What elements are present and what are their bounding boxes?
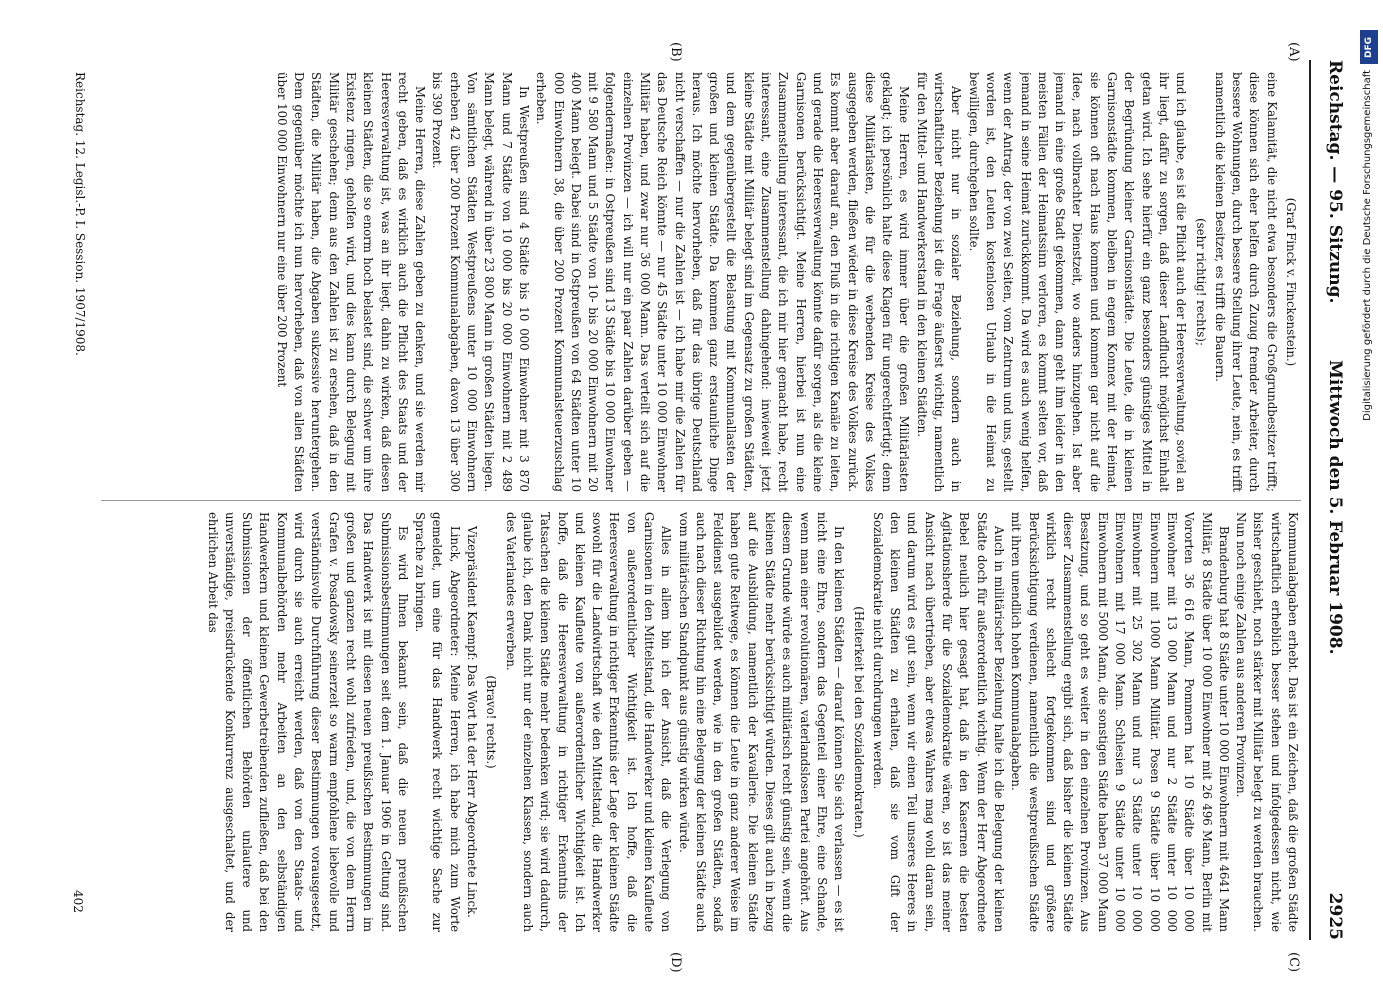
right-column: [101, 512, 1301, 932]
credit-text: Digitalisierung gefördert durch die Deutsche Forschungsgemeinschaft: [1362, 70, 1373, 421]
interjection: (Bravo! rechts.): [484, 675, 499, 769]
margin-mark-b: (B): [668, 42, 683, 62]
paragraph: und ich glaube, es ist die Pflicht auch der Heeresverwaltung, soviel an ihr liegt, dafür zu sorgen, daß dieser Landflucht möglichst Einhalt getan wird. Ich sehe hierfür ein ganz besonders günstiges Mittel in der Begründung kleiner Garnisonstädte. Die Leute, die in kleinen Garnisonstädte kommen, bleiben in engem Konnex mit der Heimat, sie können oft nach Haus kommen und kommen gar nicht auf die Idee, nach vollbrachter Dienstzeit, wo anders hinzugehen. Ist aber jemand in eine große Stadt gekommen, dann geht ihm leider in den meisten Fällen der Heimatssinn verloren, es kommt selten vor, daß jemand in seine Heimat zurückkommt. Da wird es auch wenig helfen, wenn der Antrag, der von zwei Seiten, vom Zentrum und uns, gestellt worden ist, den Leuten kostenlosen Urlaub in die Heimat zu bewilligen, durchgehen sollte.: [966, 72, 1189, 492]
paragraph: Es wird Ihnen bekannt sein, daß die neuen preußischen Submissionsbestimmungen seit dem 1. Januar 1906 in Geltung sind. Das Handwerk ist mit diesen neuen preußischen Bestimmungen im großen und ganzen recht wohl zufrieden, und, die von dem Herrn Grafen v. Posadowsky seinerzeit so warm empfohlene liebevolle und verständnisvolle Durchführung dieser Bestimmungen vorausgesetzt, wird durch sie auch erreicht werden, daß von den Staats- und Kommunalbehörden mehr Arbeiten an den selbständigen Handwerkern und kleinen Gewerbetreibenden zufließen, daß bei den Submissionen der öffentlichen Behörden unlautere und unverständige, preisdrückende Konkurrenz ausgeschaltet, und der ehrlichen Arbeit das: [205, 512, 410, 932]
paragraph: Meine Herren, es wird immer über die großen Militärlasten geklagt; ich persönlich halte diese Klagen für ungerechtfertigt; denn diese Militärlasten, die für die werbenden Kreise des Volkes ausgegeben werden, fließen wieder in diese Kreise des Volkes zurück. Es kommt aber darauf an, den Fluß in die richtigen Kanäle zu leiten, und gerade die Heeresverwaltung könnte dafür sorgen, als die kleine Garnisonen berücksichtigt. Meine Herren, hierbei ist nun eine Zusammenstellung interessant, die ich mir hier gemacht habe, recht interessant, eine Zusammenstellung dahingehend: inwieweit jetzt kleine Städte mit Militär belegt sind im Gegensatz zu großen Städten, und dem gegenübergestellt die Belastung mit Kommunallasten der großen und kleinen Städte. Da kommen ganz erstaunliche Dinge heraus. Ich möchte hervorheben, daß für das übrige Deutschland nicht verschaffen — nur die Zahlen ist — ich habe mir die Zahlen für das Deutsche Reich könnte — nur 45 Städte unter 10 000 Einwohner Militär haben, und zwar nur 36 000 Mann. Das verteilt sich auf die einzelnen Provinzen — ich will nur ein paar Zahlen darüber geben — folgendermaßen: in Ostpreußen sind 13 Städte bis 10 000 Einwohner mit 9 580 Mann und 5 Städte von 10- bis 20 000 Einwohnern mit 20 400 Mann belegt. Dabei sind in Ostpreußen von 64 Städten unter 10 000 Einwohnern 38, die über 200 Prozent Kommunalsteuerzuschlag erheben.: [534, 72, 912, 492]
paragraph: Alles in allem bin ich der Ansicht, daß die Verlegung von Garnisonen in den Mittelstand, die Handwerker und kleinen Kaufleute von außerordentlicher Wichtigkeit ist. Ich hoffe, daß die Heeresverwaltung in richtiger Erkenntnis der Lage der kleinen Städte sowohl für die Landwirtschaft wie den Mittelstand, die Handwerker und kleinen Kaufleute von außerordentlicher Wichtigkeit ist. Ich hoffe, daß die Heeresverwaltung in richtiger Erkenntnis der Tatsachen die kleinen Städte mehr bedenken wird; sie wird dadurch, glaube ich, den Dank nicht nur der einzelnen Klassen, sondern auch des Vaterlandes erwerben.: [503, 512, 674, 932]
margin-mark-d: (D): [668, 952, 683, 973]
header-left: Reichstag. — 95. Sitzung.: [1325, 60, 1345, 304]
dfg-logo-icon: DFG: [1360, 30, 1378, 64]
column-divider: [101, 500, 1301, 501]
interjection: (sehr richtig! rechts);: [1193, 218, 1208, 346]
digitization-credit: [1358, 30, 1380, 930]
header-date: Mittwoch den 5. Februar 1908.: [1325, 360, 1345, 655]
header-rule: [1309, 60, 1311, 940]
sheet-number: 402: [71, 890, 85, 913]
paragraph: Auch in militärischer Beziehung halte ich die Belegung der kleinen Städte doch für außerordentlich wichtig. Wenn der Herr Abgeordnete Bebel neulich hier gesagt hat, daß in den Kasernen die besten Agitationsherde für die Sozialdemokratie wären, so ist das meiner Ansicht nach übertrieben, aber etwas Wahres mag wohl daran sein, und darum wird es gut sein, wenn wir einen Teil unseres Heeres in den kleinen Städten zu erhalten, daß sie vom Gift der Sozialdemokratie nicht durchdrungen werden.: [870, 512, 1006, 932]
interjection: (Heiterkeit bei den Sozialdemokraten.): [851, 606, 866, 838]
left-column: [101, 72, 1301, 492]
paragraph: In den kleinen Städten — darauf können Sie sich verlassen — es ist nicht eine Ehre, sondern das Gegenteil einer Ehre, eine Schande, wenn man einer revolutionären, vaterlandslosen Partei angehört. Aus diesem Grunde würde es auch militärisch recht günstig sein, wenn die kleinen Städte mehr berücksichtigt würden. Dieses gilt auch in bezug auf die Ausbildung, namentlich der Kavallerie. Die kleinen Städte haben gute Reitwege, es können die Leute in ganz anderer Weise im Felddienst ausgebildet werden, wie in den großen Städten, sodaß auch nach dieser Richtung hin eine Belegung der kleinen Städte auch vom militärischen Standpunkt aus günstig wirken würde.: [676, 512, 847, 932]
page-number: 2925: [1325, 892, 1345, 940]
paragraph: Linck, Abgeordneter: Meine Herren, ich habe mich zum Worte gemeldet, um eine für das Handwerk recht wichtige Sache zur Sprache zu bringen.: [413, 512, 462, 932]
speaker-intro: Vizepräsident Kaempf: Das Wort hat der Herr Abgeordnete Linck.: [465, 526, 480, 918]
margin-mark-a: (A): [1286, 42, 1301, 62]
paragraph: Aber nicht nur in sozialer Beziehung, sondern auch in wirtschaftlicher Beziehung ist die Frage äußerst wichtig, namentlich für den Mittel- und Handwerkerstand in den kleinen Städten.: [914, 72, 964, 492]
paragraph: Kommunalabgaben erhebt. Das ist ein Zeichen, daß die großen Städte wirtschaftlich erheblich besser stehen und infolgedessen nicht, wie bisher geschieht, noch stärker mit Militär belegt zu werden brauchen. Nun noch einige Zahlen aus anderen Provinzen.: [1234, 512, 1300, 932]
paragraph: Meine Herren, diese Zahlen geben zu denken, und sie werden mir recht geben, daß es wirklich auch die Pflicht des Staats und der Heeresverwaltung ist, was an ihr liegt, dahin zu wirken, daß diesen kleinen Städten, die so enorm hoch belastet sind, die schwer um ihre Existenz ringen, geholfen wird, und dies kann durch Belegung mit Militär geschehen; denn aus den Zahlen ist zu ersehen, daß in den Städten, die Militär haben, die Abgaben sukzessive heruntergehen. Dem gegenüber möchte ich nun hervorheben, daß von allen Städten über 100 000 Einwohnern nur eine über 200 Prozent: [274, 72, 428, 492]
speaker-note: (Graf Finck v. Finckenstein.): [1284, 197, 1298, 367]
paragraph: Brandenburg hat 8 Städte unter 10 000 Einwohnern mit 4641 Mann Militär, 8 Städte über 10 000 Einwohner mit 26 496 Mann, Berlin mit Vororten 36 616 Mann, Pommern hat 10 Städte über 10 000 Einwohner mit 13 000 Mann und nur 2 Städte unter 10 000 Einwohnern mit 1000 Mann Militär. Posen 9 Städte über 10 000 Einwohner mit 25 302 Mann und nur 3 Städte unter 10 000 Einwohnern mit 17 000 Mann. Schlesien 9 Städte unter 10 000 Einwohnern mit 5000 Mann, die sonstigen Städte haben 37 000 Mann Besatzung, und so geht es weiter in den einzelnen Provinzen. Aus dieser Zusammenstellung ergibt sich, daß bisher die kleinen Städte wirklich recht schlecht fortgekommen sind und größere Berücksichtigung verdienen, namentlich die westpreußischen Städte mit ihren unendlich hohen Kommunalabgaben.: [1009, 512, 1231, 932]
page-footer: Reichstag. 12. Legisl.-P. I. Session. 1907/1908.: [73, 72, 87, 356]
paragraph: eine Kalamität, die nicht etwa besonders die Großgrundbesitzer trifft; diese können sich eher helfen durch Zuzug fremder Arbeiter, durch bessere Wohnungen, durch bessere Stellung ihrer Leute, nein, es trifft namentlich die kleinen Besitzer, es trifft die Bauern.: [1212, 72, 1279, 492]
paragraph: In Westpreußen sind 4 Städte bis 10 000 Einwohner mit 3 870 Mann und 7 Städte von 10 000 bis 20 000 Einwohnern mit 2 489 Mann belegt, während in über 23 800 Mann in großen Städten liegen. Von sämtlichen Städten Westpreußens unter 10 000 Einwohnern erheben 42 über 200 Prozent Kommunalabgaben, davon 13 über 300 bis 390 Prozent.: [430, 72, 531, 492]
margin-mark-c: (C): [1286, 952, 1301, 973]
page-header: [1315, 60, 1355, 940]
